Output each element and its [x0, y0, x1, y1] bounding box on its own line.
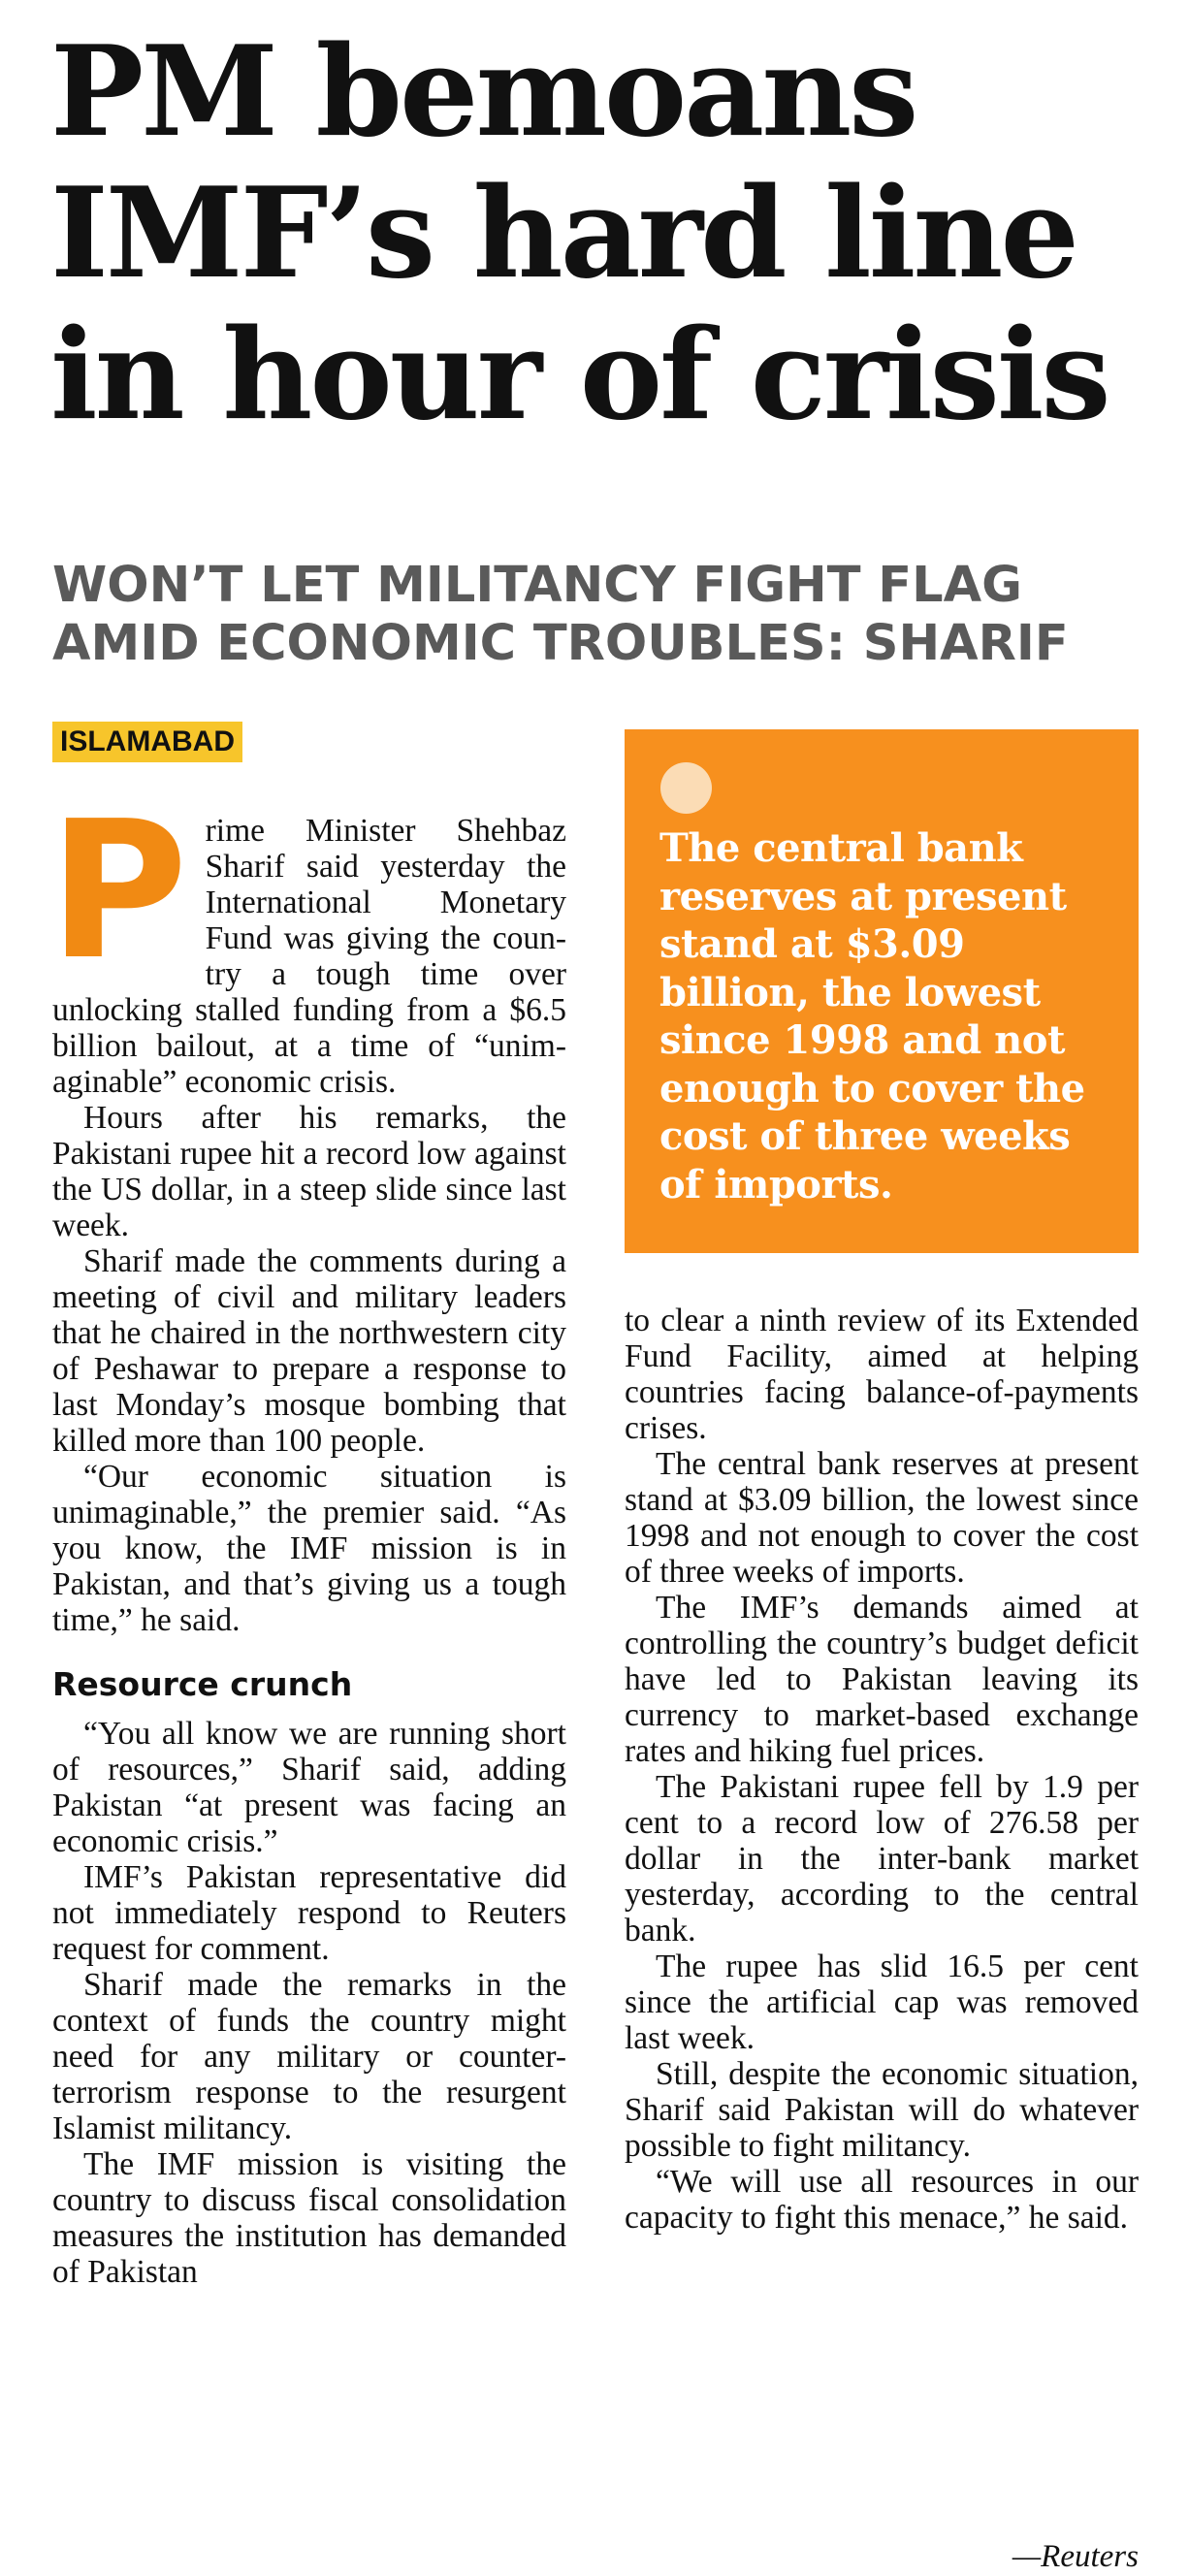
- body-paragraph: “Our economic situation is unimaginable,” the premier said. “As you know, the IMF mission is in Pakistan, and that’s giving us a tough time,” he said.: [52, 1459, 566, 1638]
- headline: [50, 21, 1156, 446]
- body-paragraph: The Pakistani rupee fell by 1.9 per cent to a record low of 276.58 per dollar in the inter-bank market yesterday, according to the central bank.: [625, 1769, 1139, 1948]
- drop-cap: P: [48, 781, 188, 1002]
- right-column: [625, 1303, 1139, 2236]
- deck-line-2: AMID ECONOMIC TROUBLES: SHARIF: [52, 615, 1069, 672]
- headline-line-3: in hour of crisis: [50, 303, 1109, 448]
- quote-dot-icon: [660, 762, 712, 814]
- body-paragraph: “We will use all resources in our capacity to fight this menace,” he said.: [625, 2164, 1139, 2236]
- lead-paragraph-text: rime Minister Shehbaz Sharif said yesterday the International Monetary Fund was giving the country a tough time over unlocking stalled funding from a $6.5 billion bailout, at a time of “unimaginable” economic crisis.: [52, 813, 566, 1100]
- lead-paragraph: [48, 781, 566, 1100]
- pull-quote-box: [625, 729, 1139, 1253]
- body-paragraph: The rupee has slid 16.5 per cent since the artificial cap was removed last week.: [625, 1948, 1139, 2056]
- body-paragraph: The central bank reserves at present stand at $3.09 billion, the lowest since 1998 and not enough to cover the cost of three weeks of imports.: [625, 1446, 1139, 1590]
- body-paragraph: Sharif made the comments during a meeting of civil and military leaders that he chaired in the northwestern city of Peshawar to prepare a response to last Monday’s mosque bombing that killed more than 100 people.: [52, 1243, 566, 1459]
- body-paragraph: The IMF mission is visiting the country to discuss fiscal consolidation measures the institution has demanded of Pakistan: [52, 2146, 566, 2290]
- dateline: ISLAMABAD: [52, 722, 242, 762]
- pull-quote-text: The central bank reserves at present stand at $3.09 billion, the lowest since 1998 and not enough to cover the cost of three weeks of imports.: [659, 825, 1085, 1208]
- body-paragraph: “You all know we are running short of resources,” Sharif said, adding Pakistan “at present was facing an economic crisis.”: [52, 1716, 566, 1859]
- headline-line-1: PM bemoans: [50, 19, 916, 165]
- body-paragraph: IMF’s Pakistan representative did not immediately respond to Reuters request for comment.: [52, 1859, 566, 1967]
- deck-line-1: WON’T LET MILITANCY FIGHT FLAG: [52, 557, 1022, 614]
- wire-credit: —Reuters: [1012, 2539, 1139, 2574]
- headline-line-2: IMF’s hard line: [50, 161, 1077, 306]
- section-subhead: Resource crunch: [52, 1665, 353, 1703]
- body-paragraph: Hours after his remarks, the Pakistani rupee hit a record low against the US dollar, in a steep slide since last week.: [52, 1100, 566, 1243]
- body-paragraph: to clear a ninth review of its Extended Fund Facility, aimed at helping countries facing balance-of-payments crises.: [625, 1303, 1139, 1446]
- left-column: [48, 781, 566, 2290]
- body-paragraph: Still, despite the economic situation, Sharif said Pakistan will do whatever possible to fight militancy.: [625, 2056, 1139, 2164]
- body-paragraph: Sharif made the remarks in the context of funds the country might need for any military or counter-terrorism response to the resurgent Islamist militancy.: [52, 1967, 566, 2146]
- body-paragraph: The IMF’s demands aimed at controlling the country’s budget deficit have led to Pakistan leaving its currency to market-based exchange rates and hiking fuel prices.: [625, 1590, 1139, 1769]
- deck-subheadline: [52, 557, 1158, 673]
